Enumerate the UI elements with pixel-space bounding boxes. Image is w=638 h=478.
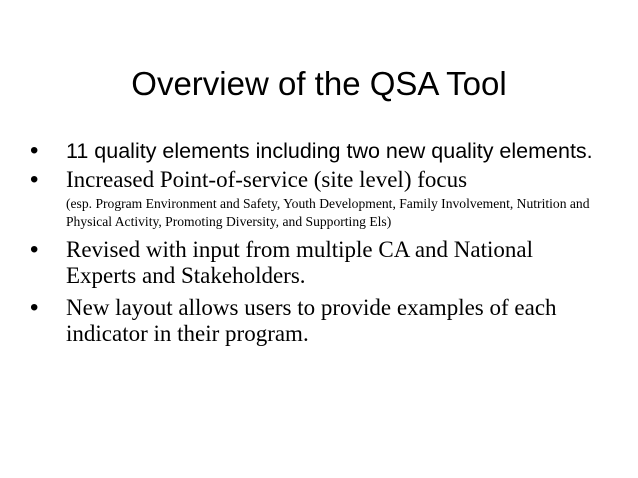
- bullet-text: Revised with input from multiple CA and National Experts and Stakeholders.: [66, 237, 533, 288]
- bullet-item-point-of-service: [28, 167, 608, 231]
- bullet-dot-icon: •: [30, 166, 39, 193]
- slide-title: Overview of the QSA Tool: [131, 65, 507, 102]
- bullet-text: Increased Point-of-service (site level) focus: [66, 167, 468, 192]
- bullet-text: 11 quality elements including two new quality elements.: [66, 139, 593, 163]
- bullet-dot-icon: •: [30, 294, 39, 321]
- bullet-item-new-layout: [28, 295, 608, 347]
- bullet-subtext: (esp. Program Environment and Safety, Youth Development, Family Involvement, Nutrition and Physical Activity, Promoting Diversity, and Supporting Els): [66, 196, 590, 229]
- bullet-item-quality-elements: [28, 138, 608, 164]
- bullet-item-revised-input: [28, 237, 608, 289]
- bullet-dot-icon: •: [30, 137, 39, 164]
- bullet-dot-icon: •: [30, 236, 39, 263]
- bullet-list: [28, 138, 608, 353]
- bullet-text: New layout allows users to provide examples of each indicator in their program.: [66, 295, 557, 346]
